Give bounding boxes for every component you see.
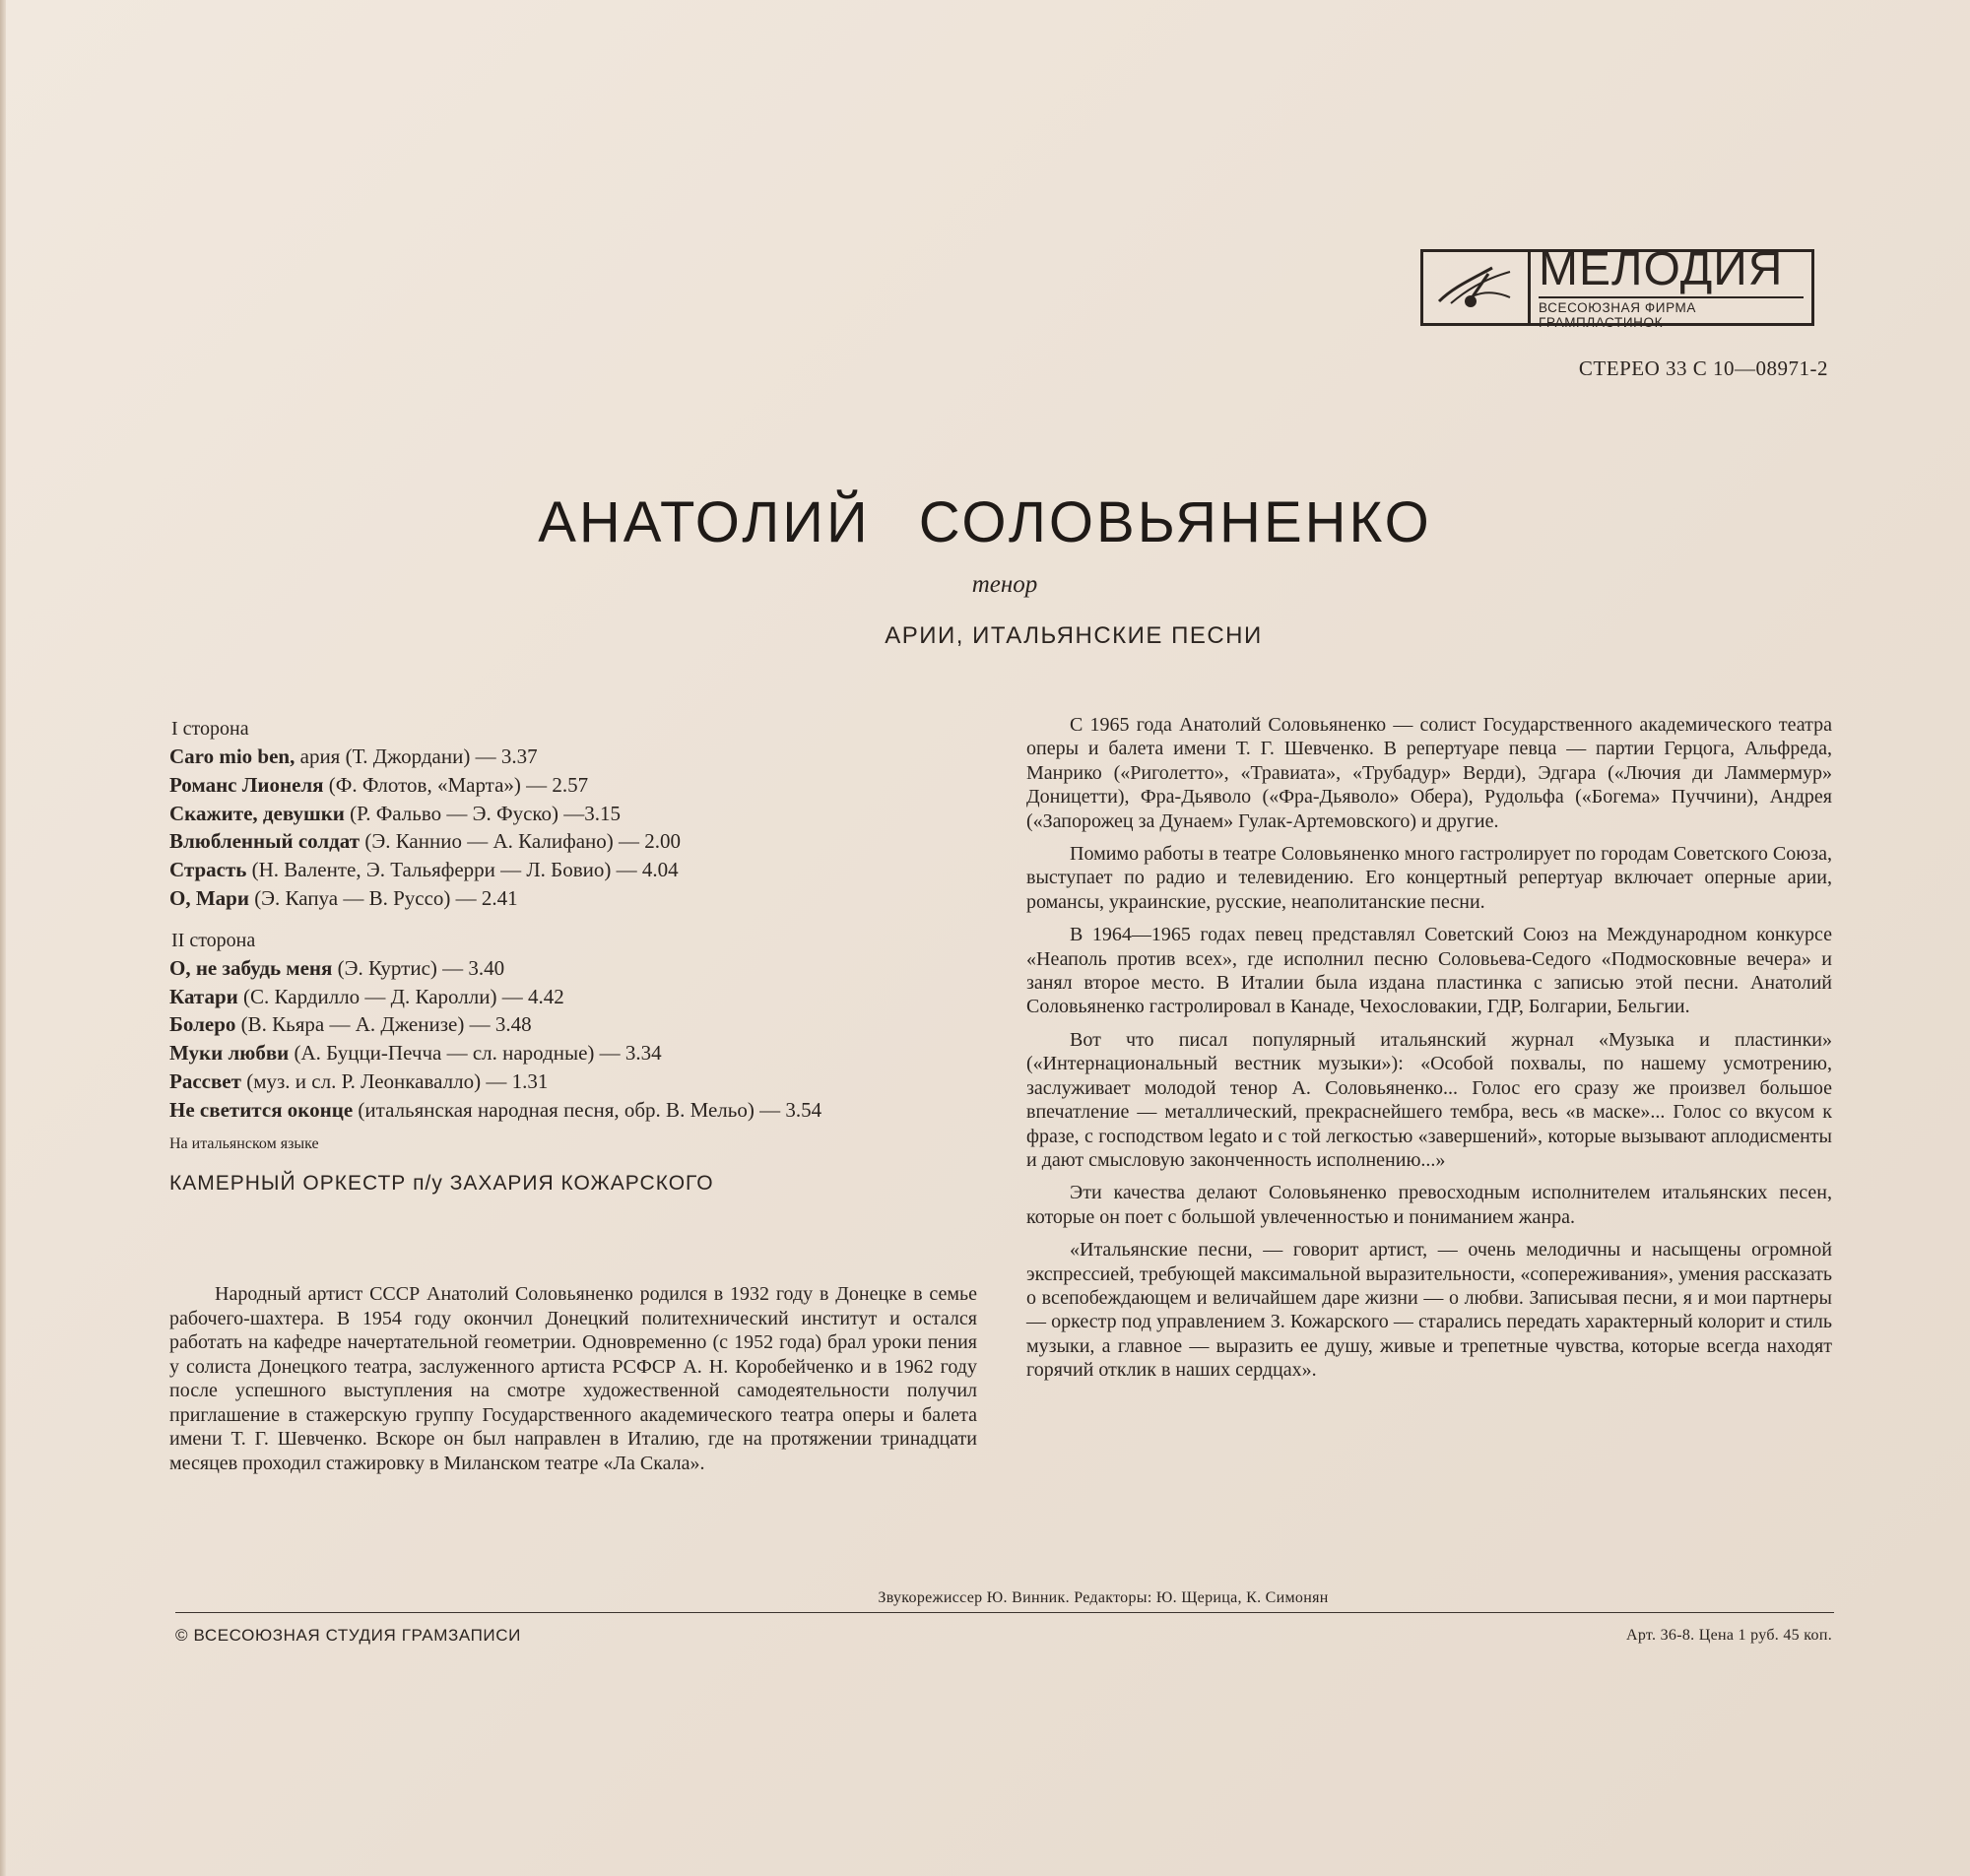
track [169,983,1026,1011]
track [169,954,1026,983]
album-subtitle: АРИИ, ИТАЛЬЯНСКИЕ ПЕСНИ [885,622,1263,649]
track [169,856,1026,884]
side-1-tracks [169,743,1026,913]
track [169,743,1026,771]
track-name: О, Мари [169,885,249,910]
price: Арт. 36-8. Цена 1 руб. 45 коп. [1625,1627,1832,1644]
bio-paragraph: «Итальянские песни, — говорит артист, — очень мелодичны и насыщены огромной экспрессией, требующей максимальной выразительности, «сопереживания», умения рассказать о всепобеждающем и величайшем даре жизни — о любви. Записывая песни, я и мои партнеры — оркестр под управлением З. Кожарского — старались передать характерный колорит и стиль музыки, а главное — выразить ее душу, живые и трепетные чувства, которые всегда находят горячий отклик в наших сердцах». [1026,1239,1832,1382]
orchestra-credit: КАМЕРНЫЙ ОРКЕСТР п/у ЗАХАРИЯ КОЖАРСКОГО [169,1171,714,1195]
bio-paragraph: В 1964—1965 годах певец представлял Советский Союз на Международном конкурсе «Неаполь против всех», где исполнил песню Соловьева-Седого «Подмосковные вечера» и занял второе место. В Италии была издана пластинка с записью этой песни. Анатолий Соловьяненко гастролировал в Канаде, Чехословакии, ГДР, Болгарии, Бельгии. [1026,924,1832,1018]
track-name: Болеро [169,1012,236,1037]
track-detail: (Э. Капуа — В. Руссо) — 2.41 [248,885,518,910]
track-detail: (Э. Каннио — А. Калифано) — 2.00 [360,829,681,854]
artist-name: АНАТОЛИЙ СОЛОВЬЯНЕНКО [538,490,1432,554]
label-firm: ВСЕСОЮЗНАЯ ФИРМА ГРАМПЛАСТИНОК [1539,296,1804,330]
melodiya-logo-icon [1423,252,1531,323]
track-name: Caro mio ben, [169,744,296,768]
track-detail: (А. Буцци-Печча — сл. народные) — 3.34 [289,1041,662,1066]
track-name: Страсть [169,858,247,882]
side-1-title: I сторона [171,718,249,740]
track-detail: (Ф. Флотов, «Марта») — 2.57 [323,772,589,797]
bio-paragraph: Эти качества делают Соловьяненко превосходным исполнителем итальянских песен, которые он поет с большой увлеченностью и пониманием жанра. [1026,1182,1832,1228]
track-name: Муки любви [169,1041,290,1066]
track-name: Рассвет [169,1068,241,1093]
track-name: Скажите, девушки [169,801,345,825]
track-detail: (В. Кьяра — А. Дженизе) — 3.48 [235,1012,532,1037]
track-name: Катари [169,984,238,1008]
production-credits: Звукорежиссер Ю. Винник. Редакторы: Ю. Щерица, К. Симонян [878,1589,1329,1606]
tracklist [169,715,1026,1196]
language-note: На итальянском языке [169,1134,319,1152]
copyright: © ВСЕСОЮЗНАЯ СТУДИЯ ГРАМЗАПИСИ [175,1626,521,1645]
track-detail: (итальянская народная песня, обр. В. Мельо) — 3.54 [353,1097,822,1122]
track-name: О, не забудь меня [169,955,333,980]
track [169,1096,1026,1125]
side-2-title: II сторона [171,929,256,951]
track [169,1039,1026,1067]
bio-paragraph: Помимо работы в театре Соловьяненко много гастролирует по городам Советского Союза, выступает по радио и телевидению. Его концертный репертуар включает оперные арии, романсы, украинские, русские, неаполитанские песни. [1026,843,1832,913]
label-brand: МЕЛОДИЯ [1539,242,1784,295]
track-name: Влюбленный солдат [169,829,361,854]
track [169,884,1026,913]
melodiya-label [1420,242,1814,330]
track [169,827,1026,856]
track-detail: (Н. Валенте, Э. Тальяферри — Л. Бовио) — 4.04 [246,858,679,882]
track-detail: (Э. Куртис) — 3.40 [332,955,505,980]
track-name: Не светится оконце [169,1097,354,1122]
track [169,771,1026,800]
track [169,1010,1026,1039]
biography-right [1026,713,1832,1391]
track-detail: (муз. и сл. Р. Леонкавалло) — 1.31 [240,1068,549,1093]
voice-type: тенор [971,571,1038,598]
bio-paragraph: С 1965 года Анатолий Соловьяненко — солист Государственного академического театра оперы и балета имени Т. Г. Шевченко. В репертуаре певца — партии Герцога, Альфреда, Манрико («Риголетто», «Травиата», «Трубадур» Верди), Эдгара («Лючия ди Ламмермур» Доницетти), Фра-Дьяволо («Фра-Дьяволо» Обера), Рудольфа («Богема» Пуччини), Андрея («Запорожец за Дунаем» Гулак-Артемовского) и другие. [1026,714,1832,832]
track-detail: ария (Т. Джордани) — 3.37 [295,744,538,768]
track [169,1067,1026,1096]
catalog-number: СТЕРЕО 33 С 10—08971-2 [1578,356,1828,380]
track [169,800,1026,828]
track-name: Романс Лионеля [169,772,324,797]
track-detail: (Р. Фальво — Э. Фуско) —3.15 [344,801,622,825]
divider [175,1612,1834,1613]
track-detail: (С. Кардилло — Д. Каролли) — 4.42 [237,984,564,1008]
biography-left: Народный артист СССР Анатолий Соловьяненко родился в 1932 году в Донецке в семье рабочего-шахтера. В 1954 году окончил Донецкий политехнический институт и остался работать на кафедре начертательной геометрии. Одновременно (с 1952 года) брал уроки пения у солиста Донецкого театра, заслуженного артиста РСФСР А. Н. Коробейченко и в 1962 году после успешного выступления на смотре художественной самодеятельности получил приглашение в стажерскую группу Государственного академического театра оперы и балета имени Т. Г. Шевченко. Вскоре он был направлен в Италию, где на протяжении тринадцати месяцев проходил стажировку в Миланском театре «Ла Скала». [169,1283,977,1474]
bio-paragraph: Вот что писал популярный итальянский журнал «Музыка и пластинки» («Интернациональный вестник музыки»): «Особой похвалы, по нашему усмотрению, заслуживает молодой тенор А. Соловьяненко... Голос его сразу же произвел большое впечатление — металлический, прекраснейшего тембра, весь «в маске»... Голос со вкусом к фразе, с господством legato и с той легкостью «завершений», которые вызывают аплодисменты и дают смысловую законченность исполнению...» [1026,1028,1832,1171]
side-2-tracks [169,954,1026,1125]
